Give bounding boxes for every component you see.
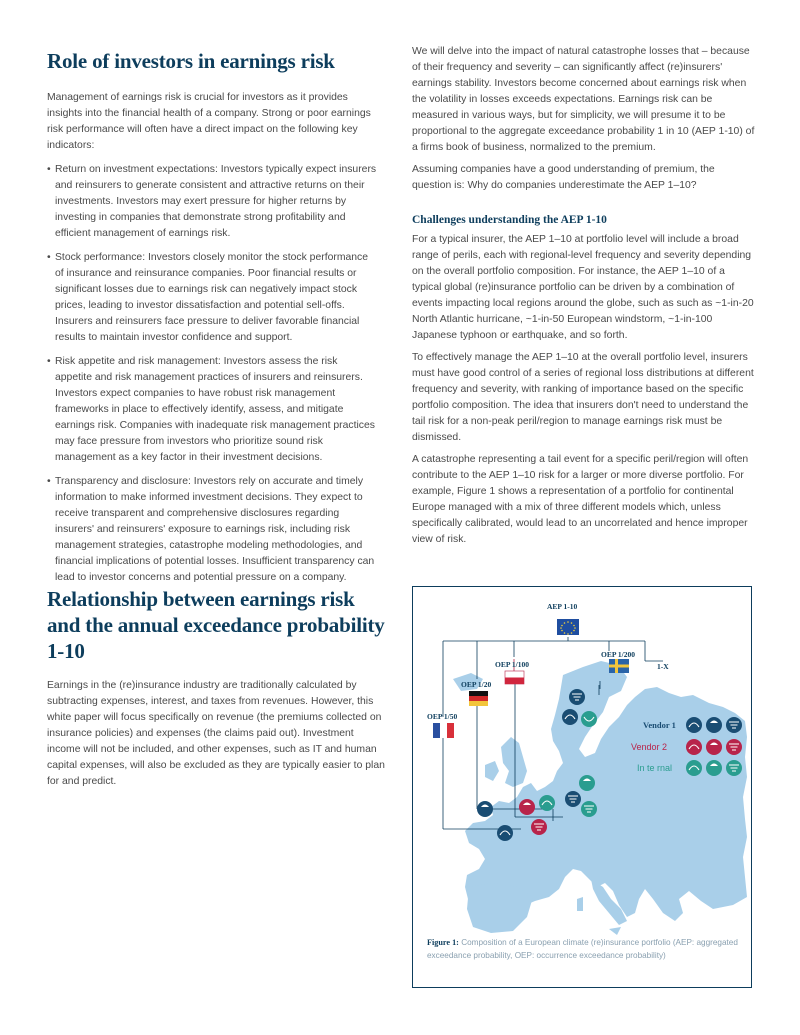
- eu-flag-icon: [557, 619, 579, 635]
- section-title-relationship: Relationship between earnings risk and the annual exceedance probability 1-10: [47, 587, 385, 663]
- subheading-challenges: Challenges understanding the AEP 1-10: [412, 214, 607, 226]
- storm-icon: [686, 739, 702, 755]
- storm-icon: [539, 795, 555, 811]
- france-flag-icon: [433, 723, 454, 738]
- germany-flag-icon: [469, 691, 488, 706]
- paragraph-nat-cat: We will delve into the impact of natural catastrophe losses that – because of their frequency and severity – can significantly affect (re)insurers' earnings stability. Investors become concerned about earnings risk when the volatility in losses exceeds expectations. Earnings risk can be measured in various ways, but for simplicity, we will presume it to be proportional to the aggregate exceedance probability 1 in 10 (AEP 1-10) of a firms book of business, normalized to the premium.: [412, 46, 755, 153]
- europe-portfolio-map: [413, 587, 753, 989]
- list-item: • Return on investment expectations: Investors typically expect insurers and reinsurers to generate consistent and attractive returns on their investments. Investors may exert pressure for higher returns by investing in companies that demonstrate strong profitability and efficient management of earnings risk.: [47, 162, 377, 242]
- figure-caption-label: Figure 1:: [427, 938, 459, 947]
- oep200-label: OEP 1/200: [601, 650, 635, 659]
- hail-icon: [706, 717, 722, 733]
- list-item: • Transparency and disclosure: Investors rely on accurate and timely information to make informed investment decisions. They expect to receive transparent and comprehensive disclosures regarding insurers' and reinsurers' exposure to earnings risk, including risk management strategies, catastrophe modeling methodologies, and financial implications of potential losses. Insufficient transparency can lead to investor concerns and potential pressure on a company.: [47, 474, 377, 586]
- poland-flag-icon: [505, 671, 524, 684]
- storm-icon: [581, 711, 597, 727]
- hail-icon: [519, 799, 535, 815]
- hail-icon: [477, 801, 493, 817]
- right-column: [412, 44, 756, 554]
- paragraph-typical-insurer: For a typical insurer, the AEP 1–10 at portfolio level will include a broad range of perils, each with regional-level frequency and severity depending on the overall portfolio composition. For instance, the AEP 1–10 of a typical global (re)insurance portfolio can be driven by a combination of events impacting local regions around the globe, such as such as ~1-in-20 North Atlantic hurricane, ~1-in-50 European windstorm, ~1-in-100 Japanese typhoon or earthquake, and so forth.: [412, 234, 754, 341]
- legend-vendor1-label: Vendor 1: [643, 720, 676, 730]
- oep20-label: OEP 1/20: [461, 680, 492, 689]
- figure-caption-text: Composition of a European climate (re)insurance portfolio (AEP: aggregated exceedance probability, OEP: occurrence exceedance probability): [427, 938, 738, 960]
- figure-1: [412, 586, 752, 988]
- hail-icon: [706, 739, 722, 755]
- storm-icon: [686, 760, 702, 776]
- investors-intro: Management of earnings risk is crucial for investors as it provides insights into the financial health of a company. Strong or poor earnings risk performance will often have a direct impact on the following key indicators:: [47, 92, 371, 151]
- aep-label: AEP 1-10: [547, 602, 578, 611]
- europe-map-shape: [453, 661, 747, 935]
- relationship-section: [47, 586, 387, 790]
- indicator-list: [47, 162, 377, 586]
- paragraph-earnings: Earnings in the (re)insurance industry are traditionally calculated by subtracting expenses, interest, and taxes from revenues. However, this white paper will focus specifically on revenue (the premiums collected on insurance policies) and expenses (the claims paid out). Investment income will not be included, and other expenses, such as IT and human capital expenses, will also be excluded as they are typically easier to plan for and predict.: [47, 680, 385, 787]
- hail-icon: [706, 760, 722, 776]
- list-item: • Risk appetite and risk management: Investors assess the risk appetite and risk management practices of insurers and reinsurers. Investors expect companies to have robust risk management frameworks in place to effectively identify, assess, and mitigate earnings risk. Companies with inadequate risk management practices may face pressure from investors who prioritize sound risk management as a key factor in their investment decisions.: [47, 354, 377, 466]
- legend-internal-label: In te rnal: [637, 763, 673, 773]
- ix-label: 1-X: [657, 662, 669, 671]
- figure-caption: [427, 936, 743, 962]
- storm-icon: [497, 825, 513, 841]
- section-title-investors: Role of investors in earnings risk: [47, 49, 335, 73]
- paragraph-manage-aep: To effectively manage the AEP 1–10 at the overall portfolio level, insurers must have good control of a series of regional loss distributions at different frequency and severity, with ranking of importance based on the specific portfolio composition. The idea that insurers don't need to understand the tail risk for a non-peak peril/region to manage earnings risk must be dismissed.: [412, 352, 754, 443]
- storm-icon: [562, 709, 578, 725]
- storm-icon: [686, 717, 702, 733]
- paragraph-question: Assuming companies have a good understanding of premium, the question is: Why do companies underestimate the AEP 1–10?: [412, 164, 715, 191]
- investors-section: [47, 48, 377, 594]
- list-item: • Stock performance: Investors closely monitor the stock performance of insurance and reinsurance companies. Poor financial results or significant losses due to earnings risk can negatively impact stock prices, leading to investor dissatisfaction and potential sell-offs. Insurers and reinsurers face pressure to deliver favorable financial results to maintain investor confidence and support.: [47, 250, 377, 346]
- sweden-flag-icon: [609, 659, 629, 673]
- legend-vendor2-label: Vendor 2: [631, 742, 668, 752]
- oep50-label: OEP 1/50: [427, 712, 458, 721]
- hail-icon: [579, 775, 595, 791]
- paragraph-catastrophe: A catastrophe representing a tail event for a specific peril/region will often contribute to the AEP 1–10 risk for a larger or more diverse portfolio. For example, Figure 1 shows a representation of a portfolio for continental Europe managed with a mix of three different models which, unless specifically calibrated, would lead to an uncorrelated and hence improper view of risk.: [412, 454, 749, 545]
- oep100-label: OEP 1/100: [495, 660, 529, 669]
